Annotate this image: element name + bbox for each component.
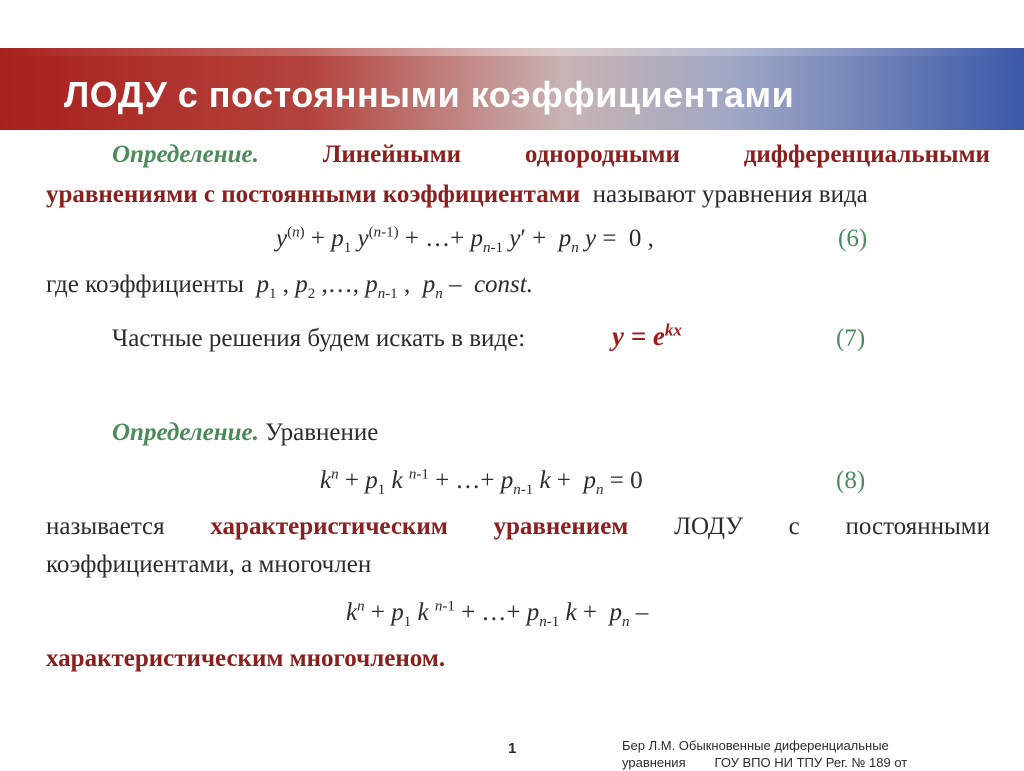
footer-line-1: Бер Л.М. Обыкновенные диференциальные bbox=[622, 738, 889, 753]
characteristic-line-1 bbox=[46, 512, 990, 542]
equation-8: $k^n + p_1$ k $^{n-1}$ + …+ $p_{n-1}$ $k + p_n = 0$ bbox=[320, 466, 643, 498]
footer-line-2: уравнения ГОУ ВПО НИ ТПУ Рег. № 189 от bbox=[622, 755, 908, 770]
def-word-homogeneous: однородными bbox=[524, 141, 680, 168]
definition-line-1 bbox=[112, 140, 990, 170]
equation-6-number: (6) bbox=[838, 225, 868, 252]
particular-solution-formula: $y = e^{kx}$ bbox=[612, 320, 682, 351]
definition-2-rest: Уравнение bbox=[265, 419, 379, 446]
definition-2-line bbox=[112, 418, 378, 448]
with-word: с bbox=[788, 513, 800, 540]
equation-6: $y^{(n)} + p_1$ $y^{(n-1)}$ + …+ $p_{n-1}$ $y' + p_n$ y = 0 , bbox=[276, 224, 654, 256]
definition-line-2 bbox=[46, 180, 868, 210]
equation-7-number: (7) bbox=[836, 325, 866, 352]
coefficients-prefix: где коэффициенты bbox=[46, 271, 244, 298]
title-bar-shine bbox=[0, 48, 1024, 56]
const-word: const. bbox=[473, 271, 533, 298]
equation-8-number: (8) bbox=[836, 467, 866, 494]
called-word: называется bbox=[46, 513, 165, 540]
def-rest-text: называют уравнения вида bbox=[592, 181, 868, 208]
def-term-equations: уравнениями с постоянными коэффициентами bbox=[46, 181, 581, 208]
def-word-linear: Линейными bbox=[322, 141, 461, 168]
def-word-differential: дифференциальными bbox=[743, 141, 990, 168]
footer-reference bbox=[622, 737, 992, 771]
characteristic-polynomial-term: характеристическим многочленом. bbox=[46, 645, 446, 672]
characteristic-polynomial: $k^n + p_1$ k $^{n-1}$ + …+ $p_{n-1}$ $k + p_n$ – bbox=[346, 598, 649, 630]
constant-word: постоянными bbox=[845, 513, 990, 540]
coefficients-line: где коэффициенты $p_1$ , $p_2$ ,…, $p_{n-1}$ , $p_n$ – const. bbox=[46, 271, 533, 302]
equation-word: уравнением bbox=[493, 513, 629, 540]
page-number: 1 bbox=[508, 740, 517, 757]
slide-title: ЛОДУ с постоянными коэффициентами bbox=[64, 74, 795, 115]
particular-solution-text: Частные решения будем искать в виде: bbox=[112, 325, 526, 352]
definition-2-label: Определение. bbox=[112, 419, 259, 446]
characteristic-line-2: коэффициентами, а многочлен bbox=[46, 551, 372, 578]
definition-label: Определение. bbox=[112, 141, 259, 168]
characteristic-word: характеристическим bbox=[210, 513, 448, 540]
lodu-word: ЛОДУ bbox=[674, 513, 743, 540]
